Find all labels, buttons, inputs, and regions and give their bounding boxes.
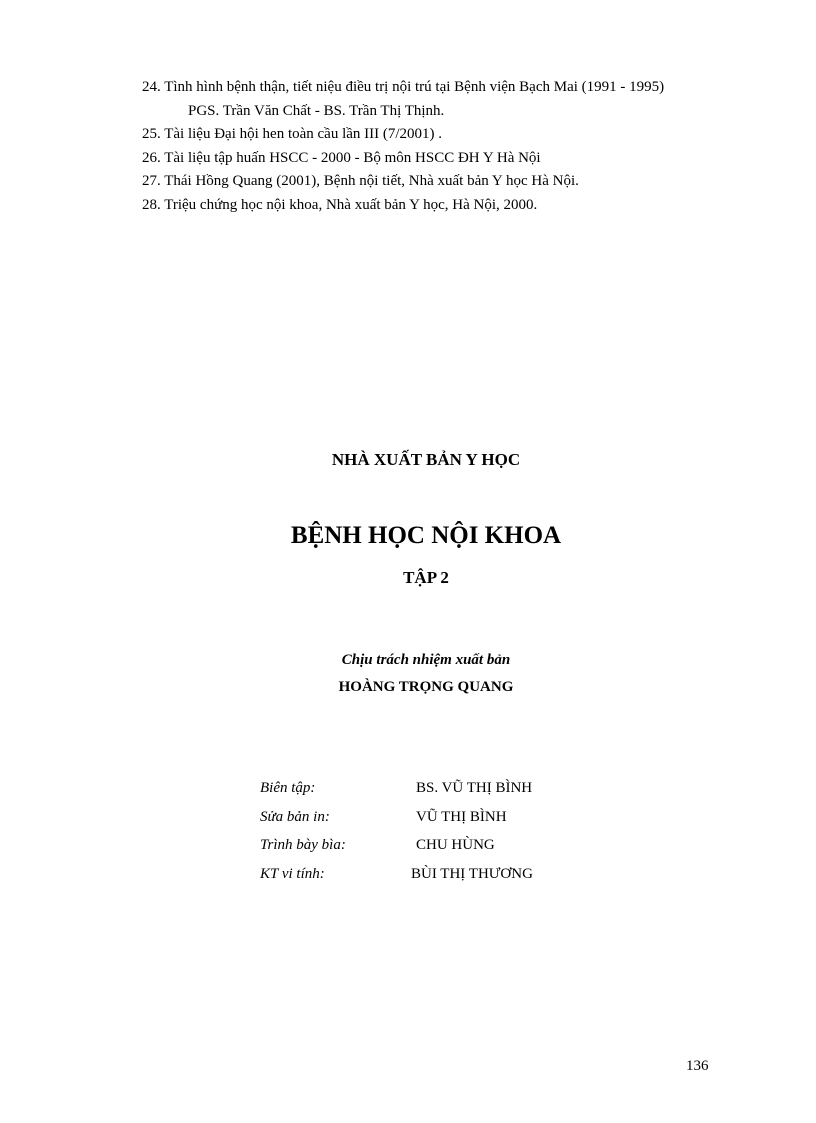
volume-label: TẬP 2 bbox=[403, 568, 449, 587]
credit-name: BS. VŨ THỊ BÌNH bbox=[416, 780, 533, 796]
reference-item-24: 24. Tình hình bệnh thận, tiết niệu điều trị nội trú tại Bệnh viện Bạch Mai (1991 - 1995) bbox=[142, 79, 665, 95]
reference-item-26: 26. Tài liệu tập huấn HSCC - 2000 - Bộ môn HSCC ĐH Y Hà Nội bbox=[142, 149, 541, 166]
credit-role: KT vi tính: bbox=[260, 865, 325, 882]
reference-item-28: 28. Triệu chứng học nội khoa, Nhà xuất bản Y học, Hà Nội, 2000. bbox=[142, 196, 538, 213]
credit-name: CHU HÙNG bbox=[416, 837, 495, 853]
credit-role: Trình bày bìa: bbox=[260, 837, 346, 853]
reference-item-25: 25. Tài liệu Đại hội hen toàn cầu lần III (7/2001) . bbox=[142, 126, 443, 142]
responsibility-label: Chịu trách nhiệm xuất bản bbox=[341, 652, 511, 668]
publisher-name: NHÀ XUẤT BẢN Y HỌC bbox=[331, 450, 521, 469]
responsible-person: HOÀNG TRỌNG QUANG bbox=[338, 679, 514, 695]
credit-role: Sửa bản in: bbox=[260, 808, 330, 825]
reference-item-27: 27. Thái Hồng Quang (2001), Bệnh nội tiết, Nhà xuất bản Y học Hà Nội. bbox=[142, 173, 579, 189]
reference-item-24-authors: PGS. Trần Văn Chất - BS. Trần Thị Thịnh. bbox=[188, 102, 445, 119]
page-number: 136 bbox=[686, 1058, 709, 1074]
credit-name: VŨ THỊ BÌNH bbox=[416, 808, 507, 825]
reference-list bbox=[142, 76, 742, 217]
book-title: BỆNH HỌC NỘI KHOA bbox=[290, 522, 562, 549]
credit-name: BÙI THỊ THƯƠNG bbox=[411, 865, 533, 882]
credit-role: Biên tập: bbox=[260, 780, 316, 796]
